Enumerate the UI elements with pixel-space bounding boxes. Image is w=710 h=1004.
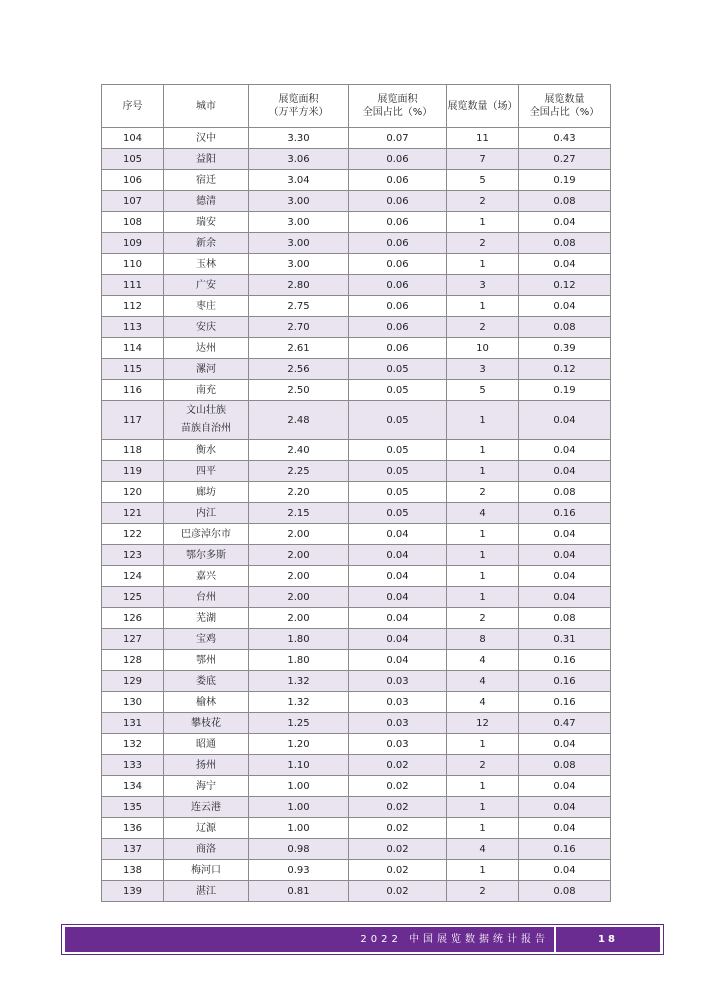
cell-count-share: 0.04	[519, 440, 611, 461]
cell-count: 1	[447, 566, 519, 587]
cell-area-share: 0.06	[349, 317, 447, 338]
cell-city: 鄂尔多斯	[164, 545, 249, 566]
cell-city: 衡水	[164, 440, 249, 461]
cell-index: 138	[102, 860, 164, 881]
cell-index: 122	[102, 524, 164, 545]
cell-count-share: 0.08	[519, 482, 611, 503]
cell-area: 2.75	[249, 296, 349, 317]
cell-index: 110	[102, 254, 164, 275]
table-header-row	[102, 85, 611, 128]
cell-index: 115	[102, 359, 164, 380]
table-row	[102, 629, 611, 650]
footer-title: 2022 中国展览数据统计报告	[360, 934, 549, 945]
cell-index: 134	[102, 776, 164, 797]
cell-city: 漯河	[164, 359, 249, 380]
cell-count: 1	[447, 296, 519, 317]
cell-index: 116	[102, 380, 164, 401]
table-row	[102, 461, 611, 482]
cell-area: 1.80	[249, 629, 349, 650]
data-table-container	[101, 84, 610, 902]
cell-count-share: 0.12	[519, 275, 611, 296]
cell-city: 昭通	[164, 734, 249, 755]
cell-area: 2.61	[249, 338, 349, 359]
cell-count-share: 0.12	[519, 359, 611, 380]
cell-area: 1.00	[249, 818, 349, 839]
header-count-share	[519, 85, 611, 128]
cell-count: 1	[447, 524, 519, 545]
table-row	[102, 233, 611, 254]
cell-area: 2.80	[249, 275, 349, 296]
cell-area-share: 0.06	[349, 149, 447, 170]
table-row	[102, 545, 611, 566]
cell-count: 4	[447, 503, 519, 524]
cell-count: 1	[447, 461, 519, 482]
cell-area: 2.00	[249, 545, 349, 566]
cell-count: 7	[447, 149, 519, 170]
cell-city: 廊坊	[164, 482, 249, 503]
cell-count: 3	[447, 359, 519, 380]
cell-city: 四平	[164, 461, 249, 482]
cell-area: 2.20	[249, 482, 349, 503]
cell-count-share: 0.04	[519, 566, 611, 587]
cell-area-share: 0.06	[349, 170, 447, 191]
cell-area: 1.25	[249, 713, 349, 734]
cell-area: 3.00	[249, 233, 349, 254]
cell-city: 达州	[164, 338, 249, 359]
cell-index: 126	[102, 608, 164, 629]
cell-count-share: 0.04	[519, 587, 611, 608]
cell-index: 107	[102, 191, 164, 212]
cell-count: 1	[447, 545, 519, 566]
cell-area-share: 0.07	[349, 128, 447, 149]
cell-index: 113	[102, 317, 164, 338]
cell-count: 4	[447, 839, 519, 860]
cell-area: 3.00	[249, 254, 349, 275]
table-row	[102, 755, 611, 776]
cell-count: 2	[447, 482, 519, 503]
table-row	[102, 797, 611, 818]
cell-count: 1	[447, 860, 519, 881]
cell-city: 辽源	[164, 818, 249, 839]
cell-index: 104	[102, 128, 164, 149]
table-row	[102, 692, 611, 713]
table-row	[102, 317, 611, 338]
cell-count-share: 0.04	[519, 734, 611, 755]
cell-area-share: 0.06	[349, 233, 447, 254]
table-row	[102, 818, 611, 839]
cell-city: 芜湖	[164, 608, 249, 629]
table-row	[102, 338, 611, 359]
header-area	[249, 85, 349, 128]
cell-index: 120	[102, 482, 164, 503]
page-footer	[61, 924, 664, 955]
cell-count-share: 0.16	[519, 650, 611, 671]
cell-index: 105	[102, 149, 164, 170]
table-row	[102, 860, 611, 881]
cell-area-share: 0.02	[349, 776, 447, 797]
cell-index: 137	[102, 839, 164, 860]
cell-area: 2.50	[249, 380, 349, 401]
cell-area: 2.70	[249, 317, 349, 338]
cell-count: 2	[447, 317, 519, 338]
header-line: 展览数量（场）	[447, 100, 518, 112]
header-line: 序号	[122, 100, 143, 112]
cell-count: 4	[447, 671, 519, 692]
cell-index: 139	[102, 881, 164, 902]
cell-area-share: 0.02	[349, 797, 447, 818]
cell-area: 2.00	[249, 608, 349, 629]
cell-count: 1	[447, 440, 519, 461]
cell-area: 1.80	[249, 650, 349, 671]
header-count	[447, 85, 519, 128]
table-row	[102, 776, 611, 797]
cell-count-share: 0.04	[519, 296, 611, 317]
cell-area-share: 0.05	[349, 380, 447, 401]
cell-city: 连云港	[164, 797, 249, 818]
cell-area-share: 0.05	[349, 503, 447, 524]
table-row	[102, 713, 611, 734]
cell-count-share: 0.27	[519, 149, 611, 170]
cell-count: 12	[447, 713, 519, 734]
cell-count-share: 0.04	[519, 212, 611, 233]
cell-count-share: 0.16	[519, 503, 611, 524]
cell-area: 1.00	[249, 797, 349, 818]
cell-count: 1	[447, 212, 519, 233]
cell-index: 123	[102, 545, 164, 566]
header-line: 全国占比（%）	[529, 107, 600, 118]
footer-bar	[65, 927, 660, 952]
cell-area-share: 0.06	[349, 296, 447, 317]
cell-city: 商洛	[164, 839, 249, 860]
cell-city	[164, 401, 249, 440]
cell-index: 127	[102, 629, 164, 650]
cell-count: 1	[447, 587, 519, 608]
cell-area-share: 0.05	[349, 401, 447, 440]
header-area-share	[349, 85, 447, 128]
table-row	[102, 524, 611, 545]
cell-count-share: 0.08	[519, 881, 611, 902]
cell-area: 3.06	[249, 149, 349, 170]
cell-area-share: 0.04	[349, 629, 447, 650]
cell-index: 121	[102, 503, 164, 524]
cell-index: 128	[102, 650, 164, 671]
cell-area: 2.00	[249, 524, 349, 545]
cell-area-share: 0.02	[349, 818, 447, 839]
cell-area: 1.32	[249, 671, 349, 692]
cell-city: 榆林	[164, 692, 249, 713]
cell-line: 苗族自治州	[181, 423, 231, 434]
cell-area-share: 0.02	[349, 881, 447, 902]
cell-index: 132	[102, 734, 164, 755]
cell-count: 11	[447, 128, 519, 149]
table-row	[102, 650, 611, 671]
cell-index: 112	[102, 296, 164, 317]
cell-area-share: 0.04	[349, 524, 447, 545]
cell-city: 梅河口	[164, 860, 249, 881]
table-row	[102, 170, 611, 191]
cell-index: 111	[102, 275, 164, 296]
cell-count-share: 0.08	[519, 233, 611, 254]
cell-index: 114	[102, 338, 164, 359]
table-row	[102, 734, 611, 755]
header-line: 展览数量	[544, 94, 585, 105]
cell-count-share: 0.04	[519, 797, 611, 818]
cell-index: 117	[102, 401, 164, 440]
cell-area-share: 0.03	[349, 734, 447, 755]
cell-city: 枣庄	[164, 296, 249, 317]
cell-index: 124	[102, 566, 164, 587]
cell-count-share: 0.04	[519, 545, 611, 566]
cell-area: 3.04	[249, 170, 349, 191]
cell-city: 台州	[164, 587, 249, 608]
cell-city: 新余	[164, 233, 249, 254]
cell-count: 4	[447, 650, 519, 671]
cell-count-share: 0.04	[519, 254, 611, 275]
table-row	[102, 128, 611, 149]
cell-count: 1	[447, 254, 519, 275]
cell-area: 2.48	[249, 401, 349, 440]
cell-count: 5	[447, 380, 519, 401]
table-row	[102, 671, 611, 692]
cell-index: 118	[102, 440, 164, 461]
cell-count-share: 0.31	[519, 629, 611, 650]
table-row	[102, 608, 611, 629]
cell-area-share: 0.03	[349, 692, 447, 713]
table-row	[102, 296, 611, 317]
cell-city: 南充	[164, 380, 249, 401]
cell-city: 益阳	[164, 149, 249, 170]
cell-area: 3.30	[249, 128, 349, 149]
cell-city: 娄底	[164, 671, 249, 692]
cell-count-share: 0.39	[519, 338, 611, 359]
table-row	[102, 254, 611, 275]
cell-area: 2.25	[249, 461, 349, 482]
table-row	[102, 566, 611, 587]
cell-area-share: 0.06	[349, 254, 447, 275]
table-row	[102, 503, 611, 524]
cell-count-share: 0.19	[519, 380, 611, 401]
cell-count-share: 0.08	[519, 755, 611, 776]
cell-city: 德清	[164, 191, 249, 212]
cell-count: 1	[447, 818, 519, 839]
table-row	[102, 275, 611, 296]
table-row	[102, 440, 611, 461]
cell-index: 135	[102, 797, 164, 818]
cell-area: 1.00	[249, 776, 349, 797]
cell-count: 2	[447, 608, 519, 629]
cell-count: 5	[447, 170, 519, 191]
cell-city: 宿迁	[164, 170, 249, 191]
cell-area-share: 0.03	[349, 713, 447, 734]
cell-area-share: 0.02	[349, 839, 447, 860]
cell-city: 广安	[164, 275, 249, 296]
cell-area: 0.98	[249, 839, 349, 860]
cell-count-share: 0.16	[519, 671, 611, 692]
cell-count: 1	[447, 401, 519, 440]
cell-index: 131	[102, 713, 164, 734]
cell-area: 2.40	[249, 440, 349, 461]
cell-area: 2.56	[249, 359, 349, 380]
exhibition-table	[101, 84, 611, 902]
table-row	[102, 359, 611, 380]
cell-city: 巴彦淖尔市	[164, 524, 249, 545]
header-line: （万平方米）	[268, 107, 329, 118]
table-row	[102, 839, 611, 860]
cell-area-share: 0.05	[349, 359, 447, 380]
cell-count-share: 0.04	[519, 776, 611, 797]
cell-city: 鄂州	[164, 650, 249, 671]
cell-area-share: 0.04	[349, 545, 447, 566]
cell-area-share: 0.02	[349, 860, 447, 881]
cell-count: 2	[447, 233, 519, 254]
page-number: 18	[598, 934, 618, 945]
table-row	[102, 587, 611, 608]
cell-city: 玉林	[164, 254, 249, 275]
table-body	[102, 128, 611, 902]
cell-index: 108	[102, 212, 164, 233]
cell-city: 海宁	[164, 776, 249, 797]
cell-area-share: 0.06	[349, 275, 447, 296]
cell-count-share: 0.16	[519, 692, 611, 713]
cell-index: 106	[102, 170, 164, 191]
cell-count: 1	[447, 776, 519, 797]
cell-city: 安庆	[164, 317, 249, 338]
cell-count: 10	[447, 338, 519, 359]
cell-area-share: 0.04	[349, 650, 447, 671]
cell-area: 3.00	[249, 212, 349, 233]
cell-city: 攀枝花	[164, 713, 249, 734]
cell-area-share: 0.06	[349, 191, 447, 212]
header-line: 展览面积	[377, 94, 418, 105]
cell-index: 125	[102, 587, 164, 608]
cell-count: 2	[447, 755, 519, 776]
cell-count-share: 0.04	[519, 524, 611, 545]
cell-count-share: 0.04	[519, 461, 611, 482]
cell-index: 136	[102, 818, 164, 839]
cell-area-share: 0.06	[349, 338, 447, 359]
cell-city: 汉中	[164, 128, 249, 149]
cell-count: 4	[447, 692, 519, 713]
header-city	[164, 85, 249, 128]
cell-index: 109	[102, 233, 164, 254]
cell-area: 1.10	[249, 755, 349, 776]
cell-area: 2.00	[249, 587, 349, 608]
cell-count-share: 0.04	[519, 860, 611, 881]
header-line: 展览面积	[278, 94, 319, 105]
cell-index: 129	[102, 671, 164, 692]
table-row	[102, 881, 611, 902]
cell-area-share: 0.06	[349, 212, 447, 233]
cell-area: 2.15	[249, 503, 349, 524]
table-row	[102, 401, 611, 440]
cell-count-share: 0.19	[519, 170, 611, 191]
cell-city: 嘉兴	[164, 566, 249, 587]
cell-area: 0.81	[249, 881, 349, 902]
cell-count: 1	[447, 797, 519, 818]
header-line: 全国占比（%）	[362, 107, 433, 118]
cell-area: 3.00	[249, 191, 349, 212]
cell-area-share: 0.05	[349, 440, 447, 461]
cell-area-share: 0.05	[349, 482, 447, 503]
cell-city: 瑞安	[164, 212, 249, 233]
cell-count: 1	[447, 734, 519, 755]
cell-city: 宝鸡	[164, 629, 249, 650]
cell-count-share: 0.08	[519, 608, 611, 629]
cell-city: 内江	[164, 503, 249, 524]
cell-count-share: 0.47	[519, 713, 611, 734]
cell-area-share: 0.04	[349, 566, 447, 587]
cell-index: 133	[102, 755, 164, 776]
cell-area-share: 0.04	[349, 587, 447, 608]
table-row	[102, 380, 611, 401]
cell-index: 130	[102, 692, 164, 713]
header-line: 城市	[196, 100, 216, 112]
cell-area: 0.93	[249, 860, 349, 881]
cell-area-share: 0.05	[349, 461, 447, 482]
cell-city: 湛江	[164, 881, 249, 902]
cell-city: 扬州	[164, 755, 249, 776]
cell-index: 119	[102, 461, 164, 482]
cell-area-share: 0.02	[349, 755, 447, 776]
cell-count: 8	[447, 629, 519, 650]
cell-count-share: 0.08	[519, 191, 611, 212]
cell-line: 文山壮族	[186, 405, 226, 416]
cell-count-share: 0.04	[519, 401, 611, 440]
cell-area-share: 0.04	[349, 608, 447, 629]
cell-count: 2	[447, 881, 519, 902]
header-index	[102, 85, 164, 128]
cell-area: 2.00	[249, 566, 349, 587]
cell-count: 3	[447, 275, 519, 296]
table-row	[102, 212, 611, 233]
table-row	[102, 482, 611, 503]
cell-count-share: 0.04	[519, 818, 611, 839]
cell-area: 1.20	[249, 734, 349, 755]
table-row	[102, 191, 611, 212]
cell-area-share: 0.03	[349, 671, 447, 692]
cell-count: 2	[447, 191, 519, 212]
cell-count-share: 0.43	[519, 128, 611, 149]
cell-area: 1.32	[249, 692, 349, 713]
cell-count-share: 0.16	[519, 839, 611, 860]
cell-count-share: 0.08	[519, 317, 611, 338]
table-row	[102, 149, 611, 170]
